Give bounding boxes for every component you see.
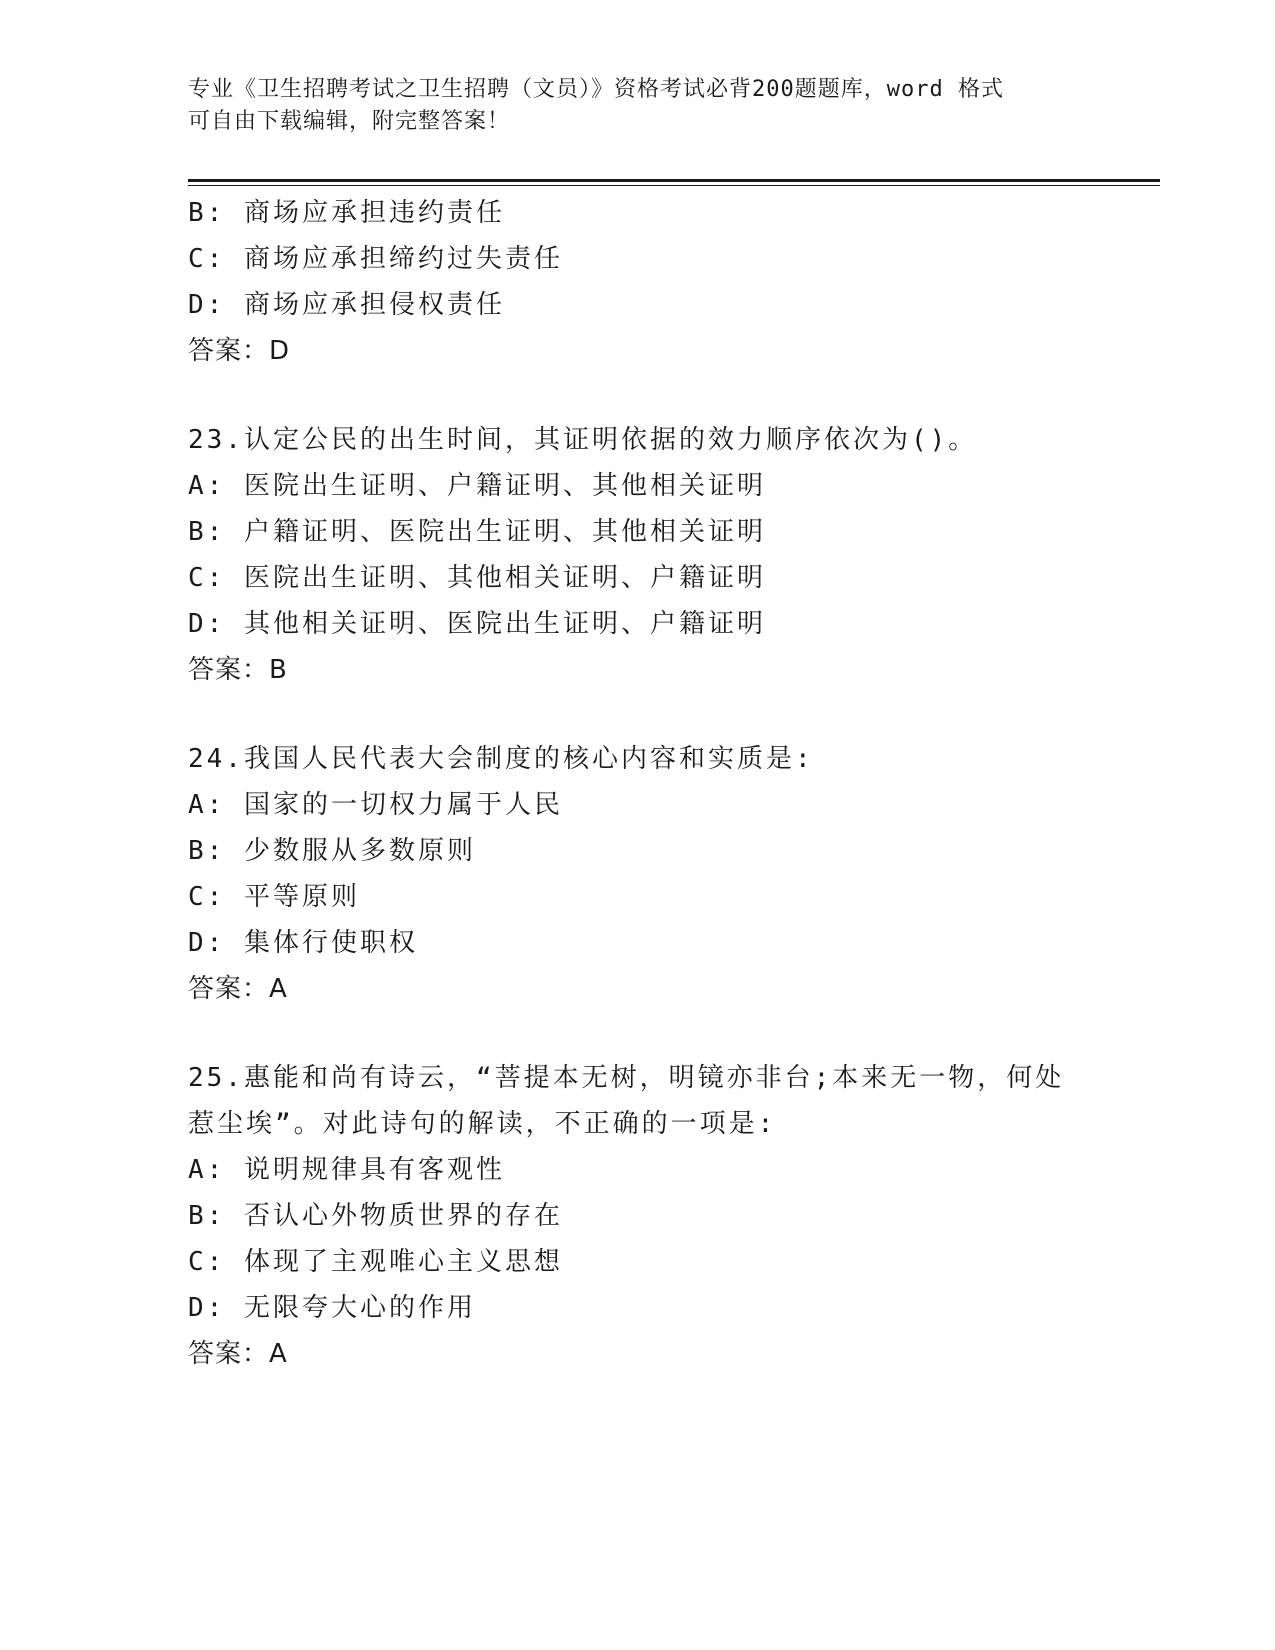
question-stem: 24.我国人民代表大会制度的核心内容和实质是: [188, 744, 814, 774]
option-d: D: 无限夸大心的作用 [188, 1293, 476, 1323]
question-stem: 23.认定公民的出生时间，其证明依据的效力顺序依次为()。 [188, 425, 978, 455]
option-b: B: 少数服从多数原则 [188, 836, 476, 866]
document-header [188, 74, 1068, 138]
question-block-23 [188, 417, 1108, 693]
question-stem-line-2: 惹尘埃”。对此诗句的解读，不正确的一项是: [188, 1109, 777, 1139]
question-block-22 [188, 190, 1108, 374]
option-a: A: 国家的一切权力属于人民 [188, 790, 563, 820]
answer-line: 答案：B [188, 655, 288, 685]
answer-line: 答案：A [188, 974, 288, 1004]
option-c: C: 商场应承担缔约过失责任 [188, 244, 563, 274]
option-d: D: 商场应承担侵权责任 [188, 290, 505, 320]
option-a: A: 说明规律具有客观性 [188, 1155, 505, 1185]
option-c: C: 体现了主观唯心主义思想 [188, 1247, 563, 1277]
answer-line: 答案：A [188, 1339, 288, 1369]
option-b: B: 商场应承担违约责任 [188, 198, 505, 228]
header-divider-thick [188, 179, 1160, 182]
option-b: B: 户籍证明、医院出生证明、其他相关证明 [188, 517, 766, 547]
question-block-24 [188, 736, 1108, 1012]
option-b: B: 否认心外物质世界的存在 [188, 1201, 563, 1231]
question-list [188, 190, 1108, 1377]
question-spacer [188, 693, 1108, 736]
header-divider-thin [188, 185, 1160, 186]
answer-line: 答案：D [188, 336, 291, 366]
question-spacer [188, 374, 1108, 417]
option-c: C: 医院出生证明、其他相关证明、户籍证明 [188, 563, 766, 593]
option-d: D: 其他相关证明、医院出生证明、户籍证明 [188, 609, 766, 639]
header-title-line-1: 专业《卫生招聘考试之卫生招聘（文员）》资格考试必背200题题库，word 格式 [188, 77, 1004, 102]
header-title-line-2: 可自由下载编辑，附完整答案！ [188, 109, 511, 134]
option-d: D: 集体行使职权 [188, 928, 418, 958]
question-stem-line-1: 25.惠能和尚有诗云，“菩提本无树，明镜亦非台;本来无一物，何处 [188, 1063, 1065, 1093]
option-a: A: 医院出生证明、户籍证明、其他相关证明 [188, 471, 766, 501]
question-spacer [188, 1012, 1108, 1055]
question-block-25 [188, 1055, 1108, 1377]
option-c: C: 平等原则 [188, 882, 360, 912]
